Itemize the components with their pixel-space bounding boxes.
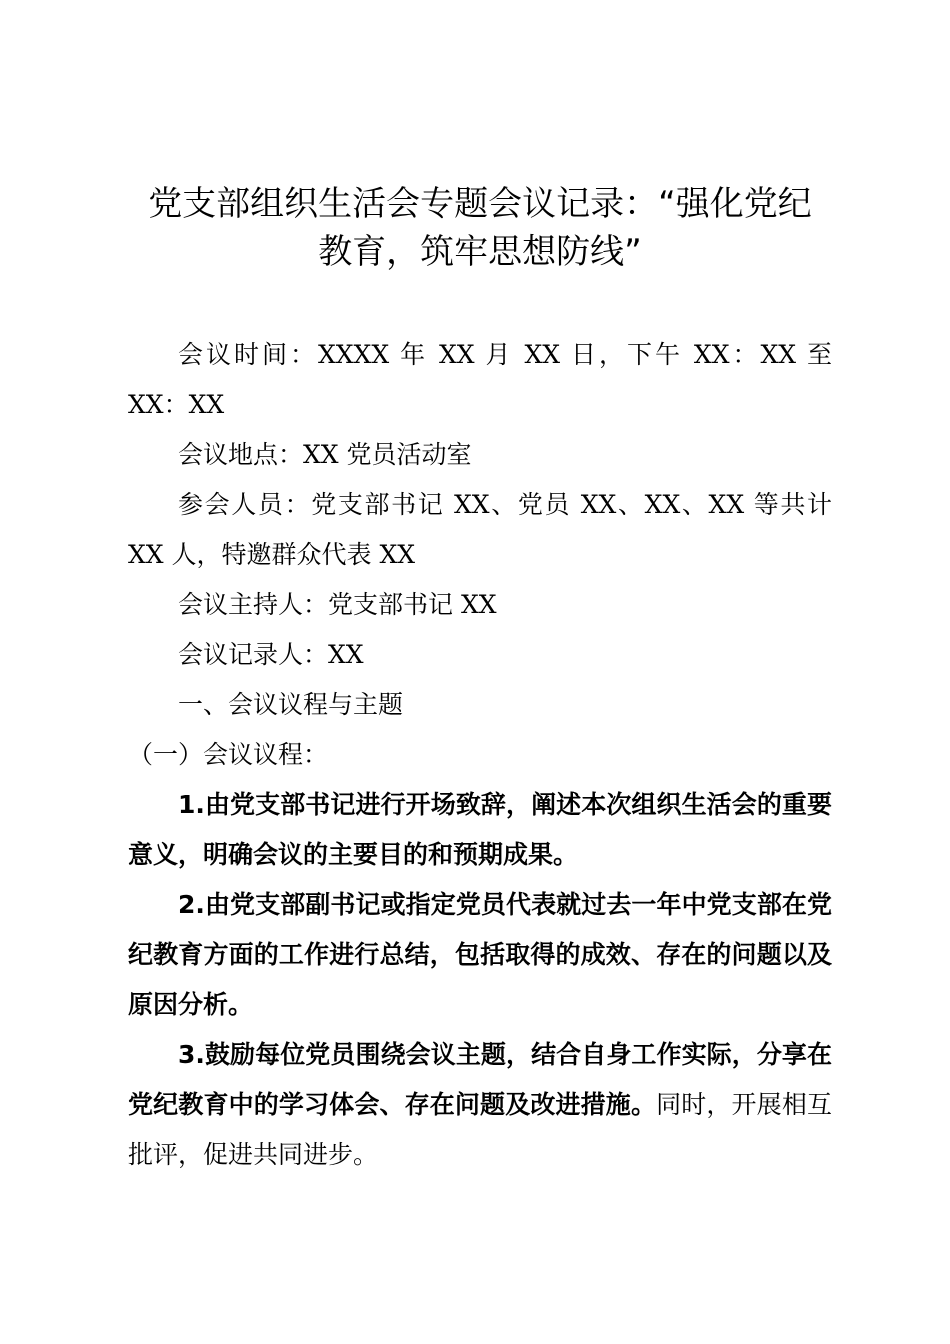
meeting-host: 会议主持人：党支部书记 XX <box>178 590 497 619</box>
meeting-time: 会议时间：XXXX 年 XX 月 XX 日，下午 XX：XX 至 XX：XX <box>128 340 832 419</box>
subsection-heading: （一）会议议程： <box>128 740 329 769</box>
agenda-item-1: 1.由党支部书记进行开场致辞，阐述本次组织生活会的重要意义，明确会议的主要目的和预期成果。 <box>128 790 832 869</box>
section-heading: 一、会议议程与主题 <box>178 690 404 719</box>
agenda-item-3-normal: 同时，开展相互批评，促进共同进步。 <box>128 1090 832 1169</box>
title-line-2: 教育，筑牢思想防线” <box>318 232 642 272</box>
attendees: 参会人员：党支部书记 XX、党员 XX、XX、XX 等共计 XX 人，特邀群众代表 XX <box>128 490 832 569</box>
agenda-item-3-bold: 3.鼓励每位党员围绕会议主题，结合自身工作实际，分享在党纪教育中的学习体会、存在问题及改进措施。 <box>128 1040 832 1119</box>
agenda-item-2: 2.由党支部副书记或指定党员代表就过去一年中党支部在党纪教育方面的工作进行总结，包括取得的成效、存在的问题以及原因分析。 <box>128 890 832 1019</box>
meeting-place: 会议地点：XX 党员活动室 <box>178 440 472 469</box>
agenda-item-3 <box>128 1030 832 1180</box>
meeting-recorder: 会议记录人：XX <box>178 640 364 669</box>
title-line-1: 党支部组织生活会专题会议记录：“强化党纪 <box>148 184 812 224</box>
document-body <box>128 330 832 1180</box>
document-title <box>110 180 850 276</box>
